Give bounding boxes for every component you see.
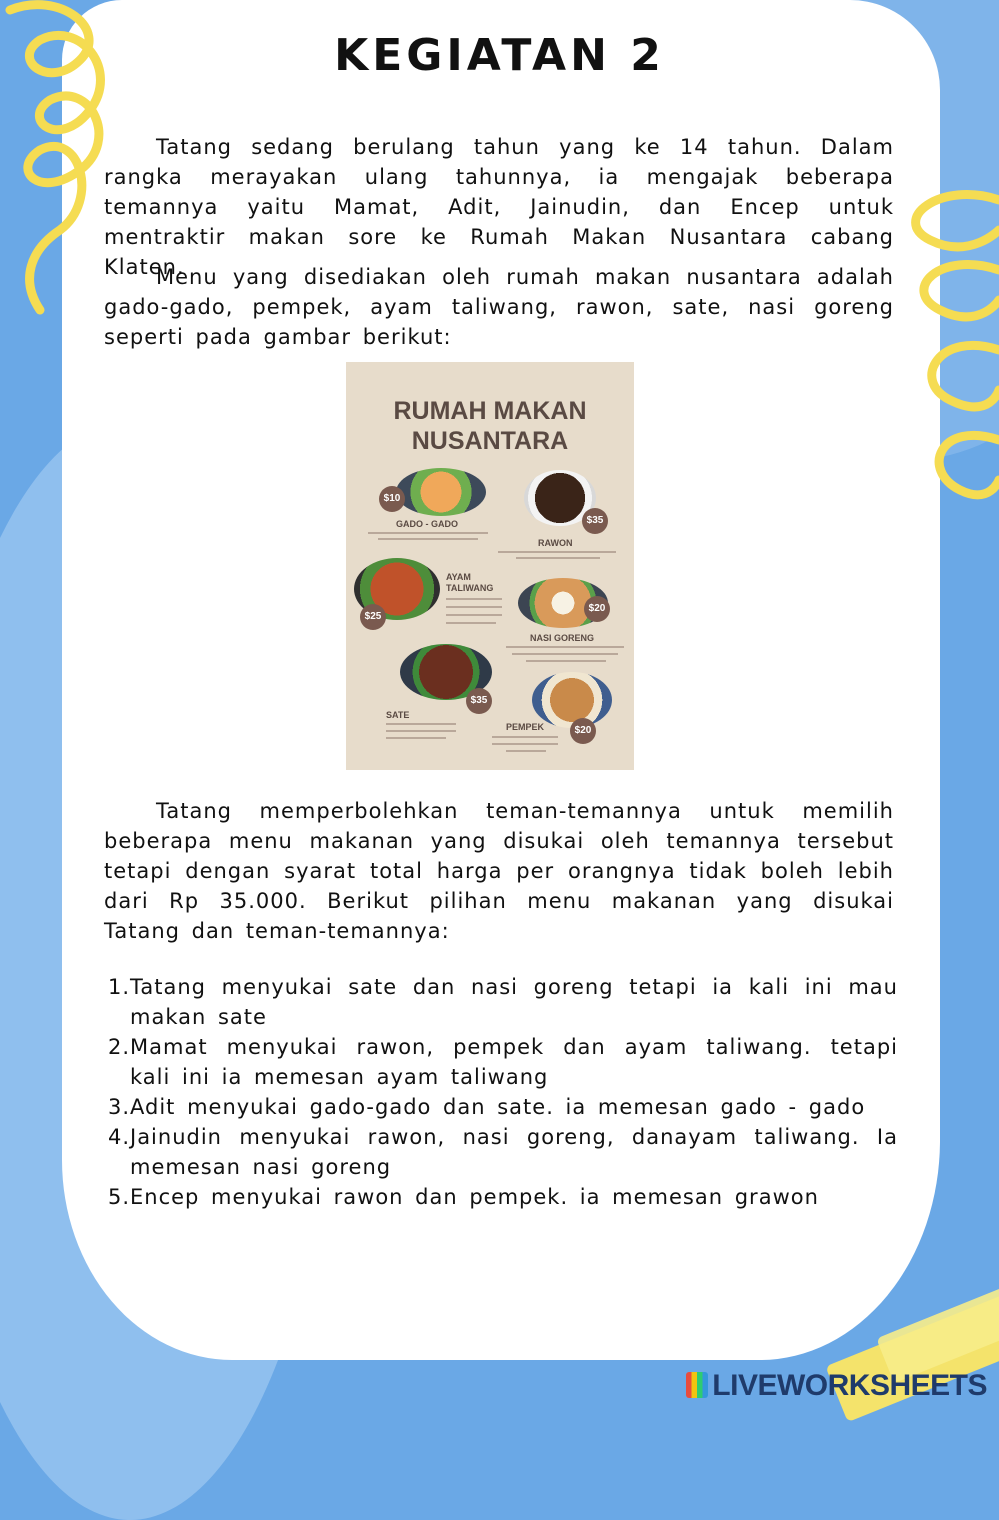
list-number: 4.: [108, 1125, 131, 1149]
list-item: [108, 1122, 898, 1182]
pempek-desc: [492, 736, 558, 738]
liveworksheets-logo: [686, 1369, 987, 1403]
ayam-taliwang-desc2: [446, 606, 502, 608]
list-number: 3.: [108, 1095, 131, 1119]
preference-list: [108, 972, 898, 1212]
rawon-desc: [498, 551, 616, 553]
list-text: Adit menyukai gado-gado dan sate. ia memesan gado - gado: [130, 1095, 866, 1119]
sate-label: SATE: [386, 710, 410, 720]
ayam-taliwang-desc4: [446, 622, 496, 624]
ayam-taliwang-label: AYAM TALIWANG: [446, 572, 494, 593]
list-item: [108, 1032, 898, 1092]
list-item: [108, 1092, 898, 1122]
nasi-goreng-label: NASI GORENG: [530, 633, 595, 643]
list-text: Mamat menyukai rawon, pempek dan ayam taliwang. tetapi kali ini ia memesan ayam taliwang: [130, 1035, 898, 1089]
nasi-goreng-price: $20: [584, 596, 610, 622]
nasi-goreng-desc: [506, 646, 624, 648]
gado-gado-desc2: [378, 538, 478, 540]
list-text: Tatang menyukai sate dan nasi goreng tetapi ia kali ini mau makan sate: [130, 975, 898, 1029]
pempek-desc2: [492, 743, 558, 745]
poster-title: [346, 396, 634, 456]
ayam-taliwang-desc3: [446, 614, 502, 616]
poster-title-line1: RUMAH MAKAN: [393, 397, 587, 425]
sate-desc: [386, 723, 456, 725]
list-number: 2.: [108, 1035, 131, 1059]
list-number: 5.: [108, 1185, 131, 1209]
nasi-goreng-desc3: [526, 660, 606, 662]
liveworksheets-logo-icon: [686, 1372, 708, 1398]
pempek-label: PEMPEK: [506, 722, 545, 732]
paragraph-intro: Tatang sedang berulang tahun yang ke 14 tahun. Dalam rangka merayakan ulang tahunnya, ia mengajak beberapa temannya yaitu Mamat, Adit, Jainudin, dan Encep untuk mentraktir makan sore ke Rumah Makan Nusantara cabang Klaten.: [104, 135, 894, 279]
nasi-goreng-desc2: [512, 653, 618, 655]
paragraph-rules: Tatang memperbolehkan teman-temannya untuk memilih beberapa menu makanan yang disukai oleh temannya tersebut tetapi dengan syarat total harga per orangnya tidak boleh lebih dari Rp 35.000. Berikut pilihan menu makanan yang disukai Tatang dan teman-temannya:: [104, 799, 894, 943]
list-item: [108, 1182, 898, 1212]
pempek-desc3: [506, 750, 546, 752]
gado-gado-plate: [396, 468, 486, 516]
list-number: 1.: [108, 975, 131, 999]
gado-gado-label: GADO - GADO: [396, 519, 458, 529]
list-text: Encep menyukai rawon dan pempek. ia memesan grawon: [130, 1185, 819, 1209]
list-item: [108, 972, 898, 1032]
sate-price: $35: [466, 688, 492, 714]
pempek-plate: [532, 672, 612, 728]
ayam-taliwang-price: $25: [360, 604, 386, 630]
rawon-price: $35: [582, 508, 608, 534]
gado-gado-desc: [368, 532, 488, 534]
rawon-label: RAWON: [538, 538, 573, 548]
poster-title-line2: NUSANTARA: [411, 427, 569, 455]
sate-desc2: [386, 730, 456, 732]
pempek-price: $20: [570, 718, 596, 744]
gado-gado-price: $10: [379, 486, 405, 512]
rawon-desc2: [516, 557, 600, 559]
ayam-taliwang-desc: [446, 598, 502, 600]
paragraph-menu: Menu yang disediakan oleh rumah makan nusantara adalah gado-gado, pempek, ayam taliwang, rawon, sate, nasi goreng seperti pada gambar berikut:: [104, 265, 894, 349]
liveworksheets-wordmark: LIVEWORKSHEETS: [712, 1369, 987, 1402]
menu-poster: [346, 362, 634, 770]
list-text: Jainudin menyukai rawon, nasi goreng, danayam taliwang. Ia memesan nasi goreng: [130, 1125, 898, 1179]
sate-desc3: [386, 737, 446, 739]
page-title: KEGIATAN 2: [334, 30, 665, 81]
